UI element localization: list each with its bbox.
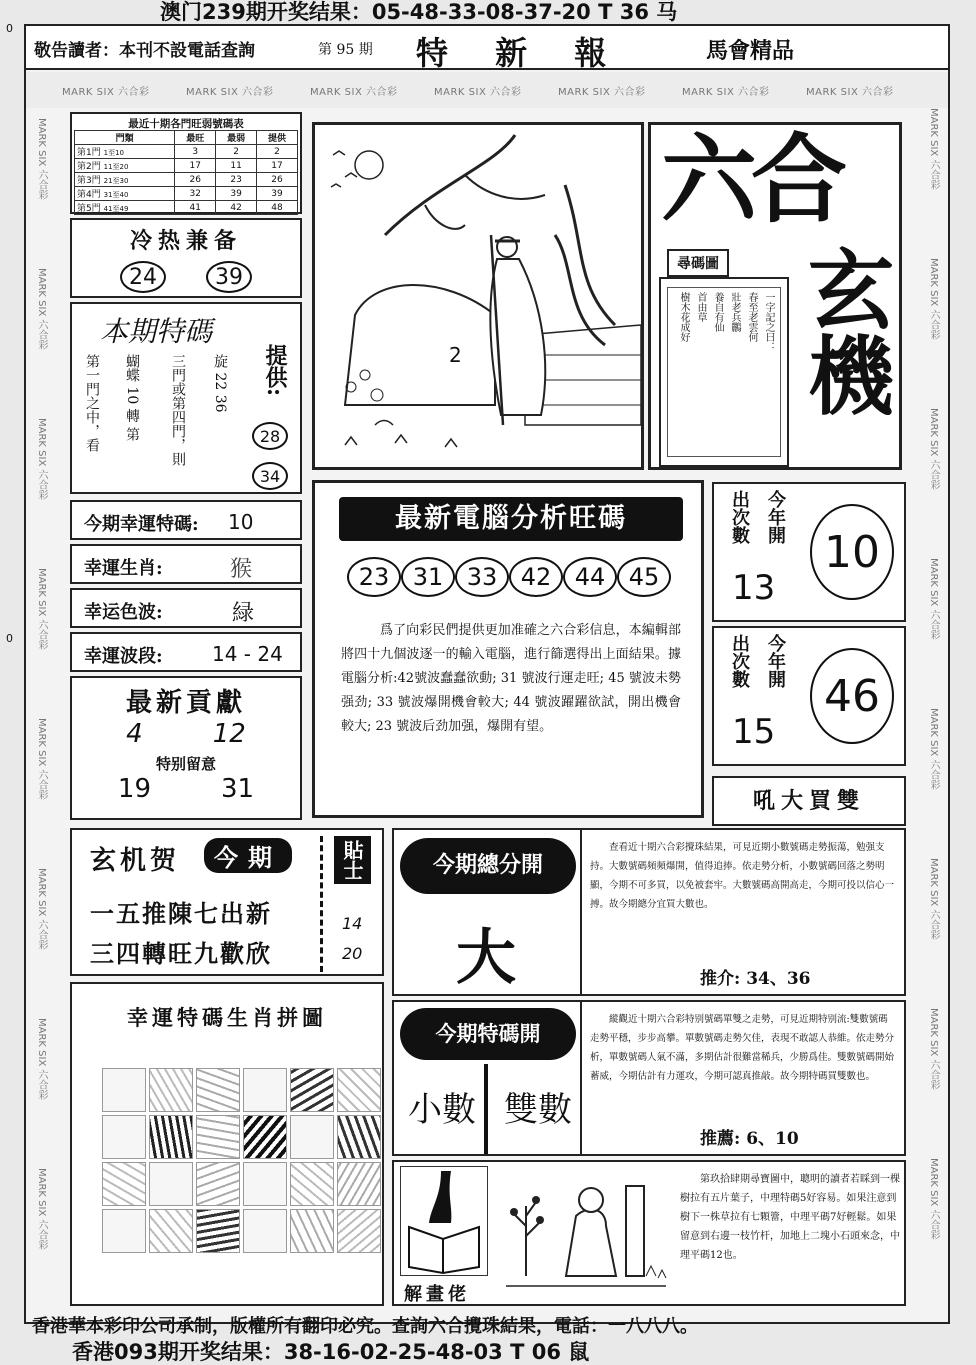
table-row	[75, 173, 298, 187]
watermark: MARK SIX 六合彩	[928, 408, 939, 490]
watermark: MARK SIX 六合彩	[434, 87, 522, 98]
seek-code-tag: 尋碼圖	[667, 249, 729, 277]
watermark: MARK SIX 六合彩	[310, 87, 398, 98]
special-col3: 三門或第四門，則	[170, 354, 186, 466]
row-range: 11至20	[103, 163, 129, 171]
cell-hot: 3	[175, 145, 216, 159]
bottom-banner: 香港093期开奖结果：38-16-02-25-48-03 T 06 鼠	[72, 1340, 590, 1364]
watermark: MARK SIX 六合彩	[928, 558, 939, 640]
special-col2: 蝴蝶 10 轉 第	[124, 354, 140, 442]
computer-number: 44	[563, 557, 617, 597]
lucky-label: 幸运色波:	[84, 602, 163, 623]
appearance-label: 今年開	[765, 490, 786, 544]
puzzle-tile	[337, 1162, 381, 1206]
row-label: 第2門	[77, 162, 101, 172]
scroll	[659, 277, 789, 467]
special-code-panel	[70, 302, 302, 494]
margin-mark-top: 0	[6, 22, 13, 35]
top-banner: 澳门239期开奖结果：05-48-33-08-37-20 T 36 马	[160, 0, 678, 24]
watermark: MARK SIX 六合彩	[62, 87, 150, 98]
cell-offer: 39	[257, 187, 298, 201]
pair-title: 吼大買雙	[752, 788, 865, 814]
contribution-title: 最新貢獻	[125, 688, 246, 718]
watermark: MARK SIX 六合彩	[36, 118, 47, 200]
appearance-panel	[712, 482, 906, 622]
header-bar	[24, 24, 950, 70]
lucky-label: 幸運生肖:	[84, 558, 163, 579]
watermark-strip-top	[26, 72, 948, 108]
special-number: 28	[252, 422, 288, 450]
special-open-v2: 雙數	[504, 1090, 572, 1130]
appearance-panel	[712, 626, 906, 766]
puzzle-tile	[149, 1209, 193, 1253]
row-label: 第4門	[77, 190, 101, 200]
explain-hand-picture	[400, 1166, 488, 1276]
puzzle-tile	[196, 1162, 240, 1206]
special-open-text: 縱觀近十期六合彩特别號碼單雙之走勢，可見近期特别流:雙數號碼走勢平穩，步步高攀。單數號碼走勢欠佳，表現不敢認人恭維。依走勢分析，單數號碼人氣不滿，多期估計很難當稀兵，少勝爲佳。雙數號碼開始蓄威，今期估計有力運攻，今期可認真推敲。故今期特碼買雙數也。	[590, 1014, 895, 1082]
appearance-count: 15	[732, 712, 776, 752]
cell-weak: 2	[216, 145, 257, 159]
tip-label: 貼士	[334, 836, 371, 884]
puzzle-tile	[290, 1115, 334, 1159]
paper-title: 特 新 報	[416, 34, 625, 72]
watermark: MARK SIX 六合彩	[682, 87, 770, 98]
watermark: MARK SIX 六合彩	[928, 1158, 939, 1240]
table-row	[75, 187, 298, 201]
appearance-label: 今年開	[765, 634, 786, 688]
paper-subtitle: 馬會精品	[706, 38, 795, 64]
issue-number: 第 95 期	[318, 42, 373, 58]
watermark: MARK SIX 六合彩	[806, 87, 894, 98]
hot-table-title: 最近十期各門旺弱號碼表	[128, 118, 244, 130]
appearance-number: 10	[810, 504, 894, 600]
big-title-line2: 玄機	[793, 245, 894, 417]
scholar-scene-illustration	[496, 1166, 672, 1302]
lucky-row	[70, 632, 302, 672]
computer-number: 31	[401, 557, 455, 597]
hand-icon	[401, 1167, 487, 1275]
explain-label: 解畫佬	[404, 1284, 470, 1305]
puzzle-tile	[196, 1209, 240, 1253]
scroll-col: 養自有仙	[712, 292, 723, 332]
row-range: 41至49	[103, 205, 129, 213]
col-header: 提供	[257, 131, 298, 145]
watermark: MARK SIX 六合彩	[36, 1168, 47, 1250]
special-provide: 提供:	[262, 344, 288, 397]
watermark: MARK SIX 六合彩	[928, 1008, 939, 1090]
total-label: 今期總分開	[400, 838, 576, 894]
watermark: MARK SIX 六合彩	[36, 568, 47, 650]
puzzle-tile	[196, 1068, 240, 1112]
tip-number: 20	[342, 944, 363, 963]
scroll-col: 壯老兵鸝	[729, 292, 740, 332]
puzzle-tile	[102, 1115, 146, 1159]
computer-number: 45	[617, 557, 671, 597]
row-range: 1至10	[103, 149, 124, 157]
puzzle-tile	[337, 1068, 381, 1112]
computer-number: 33	[455, 557, 509, 597]
explain-text: 第玖拾肆期尋寶圖中，聰明的讀者若睬到一棵樹拉有五片葉子，中理特碼5好容易。如果注意到樹下一株草拉有七顆簹，中理平碼7好輕鬆。如果留意到右邊一枝竹杆，加地上二塊小石頭來念，中理平碼12也。	[680, 1174, 900, 1261]
lucky-value: 緑	[232, 601, 255, 626]
explain-panel	[392, 1160, 906, 1306]
sage-illustration	[315, 125, 641, 467]
contribution-panel	[70, 676, 302, 820]
puzzle-tile	[149, 1162, 193, 1206]
table-row	[75, 145, 298, 159]
cell-hot: 26	[175, 173, 216, 187]
lucky-value: 10	[228, 510, 254, 534]
watermark: MARK SIX 六合彩	[36, 418, 47, 500]
watermark-strip-left	[26, 108, 56, 1308]
puzzle-tile	[243, 1162, 287, 1206]
watermark: MARK SIX 六合彩	[928, 258, 939, 340]
cell-offer: 48	[257, 201, 298, 215]
col-header: 最旺	[175, 131, 216, 145]
appearance-label: 出次數	[729, 634, 750, 688]
scroll-col: 一字記之曰：	[763, 292, 774, 352]
cell-weak: 11	[216, 159, 257, 173]
footer-line: 香港華本彩印公司承制，版權所有翻印必究。查詢六合攪珠結果，電話：一八八八。	[32, 1316, 698, 1337]
lucky-row	[70, 500, 302, 540]
total-score-panel	[392, 828, 906, 996]
puzzle-tile	[102, 1068, 146, 1112]
cell-offer: 17	[257, 159, 298, 173]
puzzle-tile	[149, 1115, 193, 1159]
contribution-number: 12	[212, 719, 246, 749]
computer-title: 最新電腦分析旺碼	[339, 497, 683, 541]
xuanji-line: 三四轉旺九歡欣	[90, 939, 272, 968]
special-col1: 第一門之中，看	[84, 354, 100, 452]
row-range: 21至30	[103, 177, 129, 185]
scroll-col: 樹木花成好	[678, 292, 689, 342]
cell-offer: 26	[257, 173, 298, 187]
row-label: 第5門	[77, 204, 101, 214]
reader-notice: 敬告讀者：本刊不設電話查詢	[34, 41, 255, 61]
xuanji-title: 玄机贺	[90, 846, 181, 876]
special-number: 34	[252, 462, 288, 490]
lucky-label: 幸運波段:	[84, 646, 163, 667]
lucky-label: 今期幸運特碼:	[84, 514, 199, 535]
computer-number: 42	[509, 557, 563, 597]
cell-offer: 2	[257, 145, 298, 159]
cell-weak: 39	[216, 187, 257, 201]
special-open-v1: 小數	[408, 1090, 476, 1130]
watermark: MARK SIX 六合彩	[928, 708, 939, 790]
puzzle-tile	[102, 1209, 146, 1253]
total-text: 查看近十期六合彩攪珠結果，可見近期小數號碼走勢振蕩，勉强支持。大數號碼頻頻爆開，值得追捧。依走勢分析，小數號碼回落之勢明顯，今期不可多買，以免被套牢。大數號碼高開高走，今期可投以信心一搏。故今期總分宜買大數也。	[590, 842, 895, 910]
margin-mark-mid: 0	[6, 632, 13, 645]
hot-weak-table	[74, 130, 298, 215]
special-title: 本期特碼	[100, 315, 213, 348]
cold-hot-number: 24	[120, 261, 166, 293]
watermark: MARK SIX 六合彩	[558, 87, 646, 98]
xuanji-line: 一五推陳七出新	[90, 899, 272, 928]
watermark-strip-right	[918, 108, 948, 1308]
lucky-value: 14 - 24	[212, 642, 283, 666]
puzzle-tile	[102, 1162, 146, 1206]
puzzle-tile	[290, 1209, 334, 1253]
scroll-col: 春至老雲何	[746, 292, 757, 342]
appearance-count: 13	[732, 568, 776, 608]
pair-title-panel	[712, 776, 906, 826]
watermark: MARK SIX 六合彩	[928, 858, 939, 940]
lucky-row	[70, 588, 302, 628]
watermark: MARK SIX 六合彩	[36, 1018, 47, 1100]
computer-number: 23	[347, 557, 401, 597]
row-label: 第3門	[77, 176, 101, 186]
special-open-recommend: 推薦: 6、10	[700, 1129, 799, 1149]
dashed-divider	[320, 836, 323, 972]
appearance-label: 出次數	[729, 490, 750, 544]
scroll-col: 首由草	[695, 292, 706, 322]
computer-analysis-panel	[312, 480, 704, 818]
big-title-line1: 六合	[661, 123, 841, 236]
hot-weak-table-panel	[70, 112, 302, 214]
explain-scene	[496, 1166, 672, 1302]
puzzle-tile	[337, 1115, 381, 1159]
special-open-panel	[392, 1000, 906, 1156]
contribution-number: 31	[221, 774, 255, 804]
puzzle-tile	[337, 1209, 381, 1253]
watermark: MARK SIX 六合彩	[928, 108, 939, 190]
watermark: MARK SIX 六合彩	[36, 868, 47, 950]
picture-figure-number: 2	[449, 343, 462, 367]
contribution-number: 19	[117, 774, 151, 804]
lucky-value: 猴	[230, 557, 253, 582]
special-col4: 旋 22 36	[212, 354, 228, 413]
cell-hot: 41	[175, 201, 216, 215]
computer-analysis-text: 爲了向彩民們提供更加准確之六合彩信息，本編輯部將四十九個波逐一的輸入電腦，進行篩選得出上面結果。據電腦分析:42號波蠢蠢欲動; 31 號波行運走旺; 45 號波未勢强劲; 33 號波爆開機會較大; 44 號波躍躍欲試，開出機會較大; 23 號波后劲加强，爆開有望。	[341, 623, 681, 734]
cold-hot-number: 39	[206, 261, 252, 293]
total-value: 大	[456, 923, 516, 993]
zodiac-puzzle-panel	[70, 982, 384, 1306]
row-label: 第1門	[77, 148, 101, 158]
cell-weak: 42	[216, 201, 257, 215]
table-row	[75, 201, 298, 215]
col-header: 最弱	[216, 131, 257, 145]
cell-hot: 32	[175, 187, 216, 201]
xuanji-panel	[70, 828, 384, 976]
contribution-number: 4	[126, 719, 143, 749]
puzzle-tile	[149, 1068, 193, 1112]
tip-number: 14	[342, 914, 363, 933]
cell-weak: 23	[216, 173, 257, 187]
total-recommend: 推介: 34、36	[700, 969, 811, 989]
puzzle-tile	[196, 1115, 240, 1159]
zodiac-title: 幸運特碼生肖拼圖	[127, 1005, 327, 1030]
contribution-note: 特别留意	[155, 755, 216, 773]
puzzle-tile	[243, 1115, 287, 1159]
watermark: MARK SIX 六合彩	[36, 718, 47, 800]
cold-hot-panel	[70, 218, 302, 298]
puzzle-tile	[290, 1068, 334, 1112]
col-header: 門類	[75, 131, 175, 145]
puzzle-tile	[290, 1162, 334, 1206]
appearance-number: 46	[810, 648, 894, 744]
xuanji-title-tag: 今期	[204, 838, 292, 873]
main-picture	[312, 122, 644, 470]
lucky-row	[70, 544, 302, 584]
puzzle-tile	[243, 1068, 287, 1112]
puzzle-tile	[243, 1209, 287, 1253]
big-title-panel	[648, 122, 902, 470]
watermark: MARK SIX 六合彩	[186, 87, 274, 98]
cold-hot-title: 冷热兼备	[129, 228, 242, 254]
row-range: 31至40	[103, 191, 129, 199]
table-row	[75, 159, 298, 173]
cell-hot: 17	[175, 159, 216, 173]
watermark: MARK SIX 六合彩	[36, 268, 47, 350]
special-open-label: 今期特碼開	[400, 1008, 576, 1060]
zodiac-grid	[102, 1068, 381, 1253]
